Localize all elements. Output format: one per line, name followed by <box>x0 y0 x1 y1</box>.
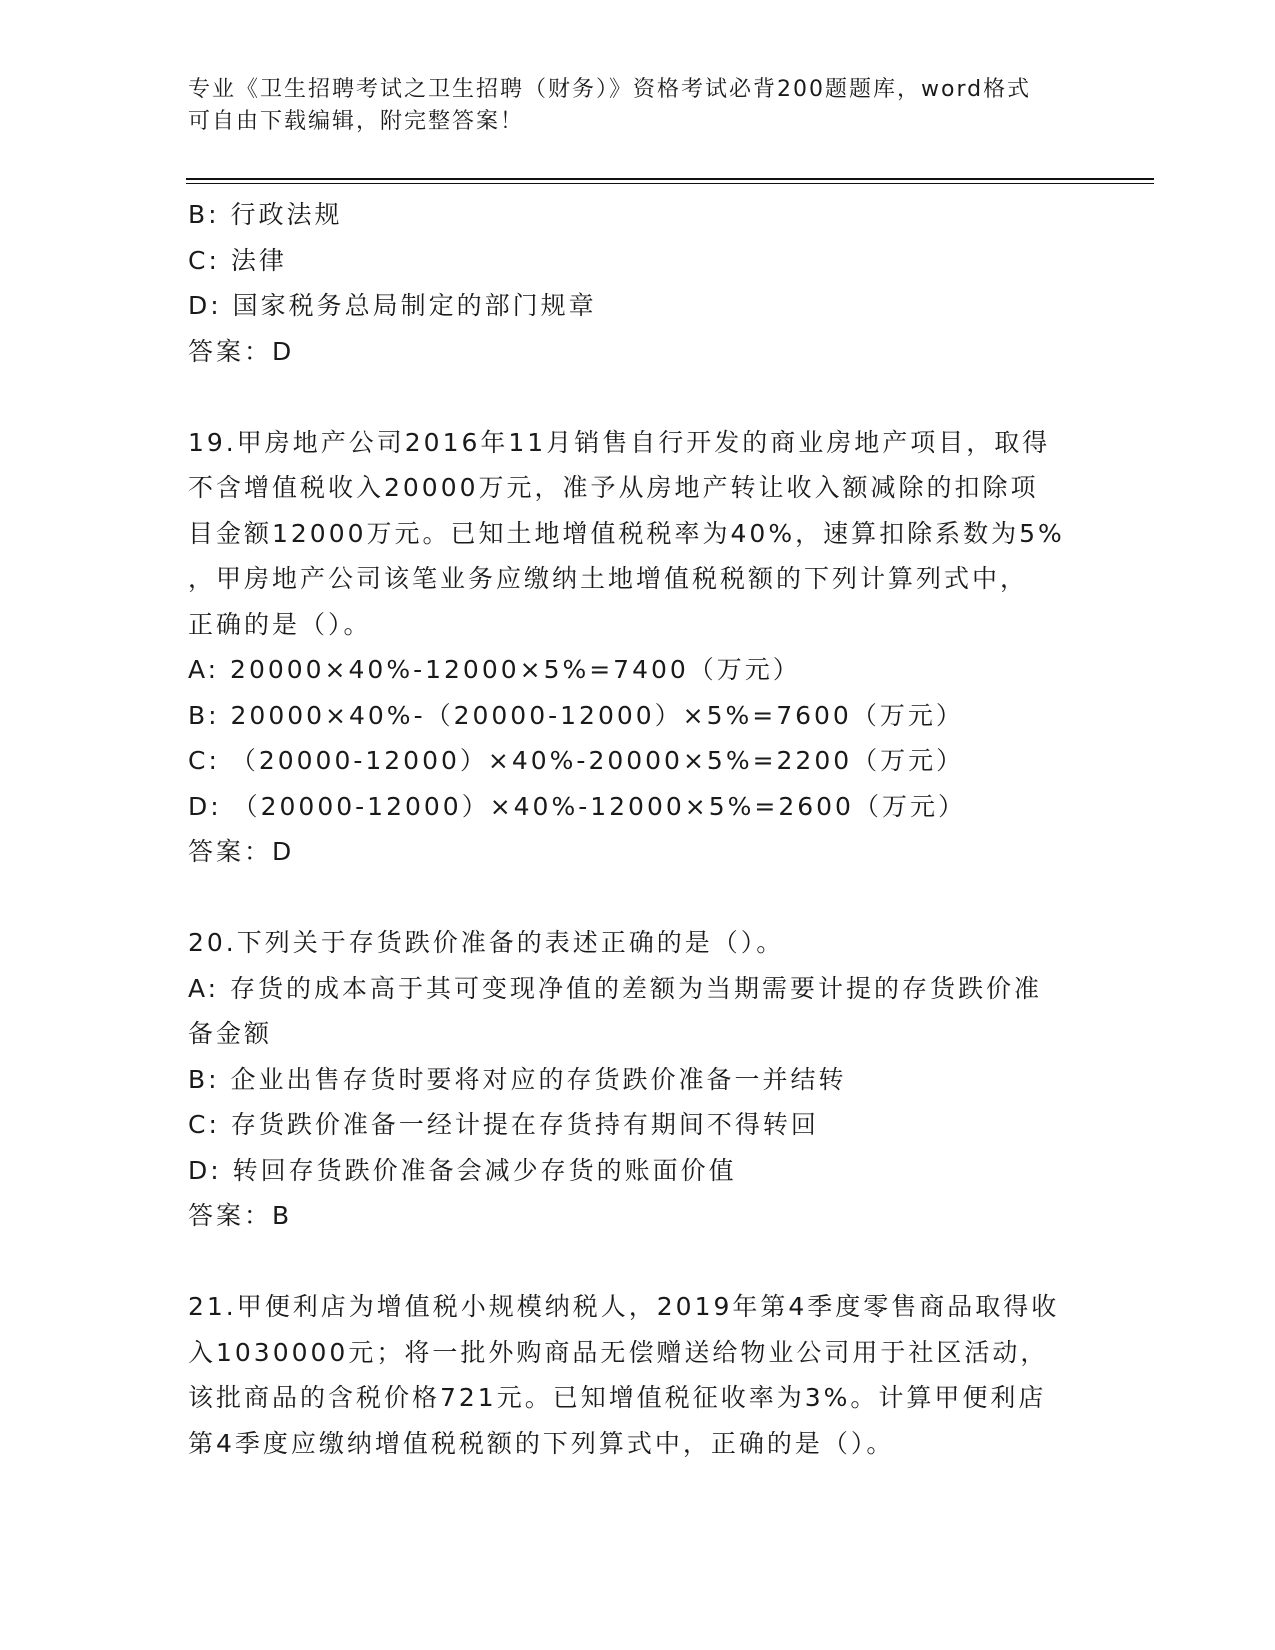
option-b: B: 20000×40%-（20000-12000）×5%=7600（万元） <box>188 700 964 730</box>
option-d: D: 国家税务总局制定的部门规章 <box>188 291 597 320</box>
question-stem-line: 入1030000元；将一批外购商品无偿赠送给物业公司用于社区活动， <box>188 1337 1049 1367</box>
question-content <box>188 192 1088 1466</box>
option-b: B: 行政法规 <box>188 200 343 229</box>
header-rule-thin <box>186 183 1154 184</box>
question-stem-line: ，甲房地产公司该笔业务应缴纳土地增值税税额的下列计算列式中， <box>188 564 1029 593</box>
option-c: C: 存货跌价准备一经计提在存货持有期间不得转回 <box>188 1110 819 1139</box>
question-stem-line: 20.下列关于存货跌价准备的表述正确的是（）。 <box>188 928 785 957</box>
option-d: D: （20000-12000）×40%-12000×5%=2600（万元） <box>188 791 966 821</box>
answer-line: 答案：B <box>188 1201 293 1230</box>
question-stem-line: 19.甲房地产公司2016年11月销售自行开发的商业房地产项目，取得 <box>188 427 1051 457</box>
answer-line: 答案：D <box>188 837 295 866</box>
option-d: D: 转回存货跌价准备会减少存货的账面价值 <box>188 1155 737 1185</box>
option-a: A: 存货的成本高于其可变现净值的差额为当期需要计提的存货跌价准 <box>188 973 1043 1003</box>
question-stem-line: 不含增值税收入20000万元，准予从房地产转让收入额减除的扣除项 <box>188 473 1039 502</box>
question-20 <box>188 920 1088 1239</box>
option-b: B: 企业出售存货时要将对应的存货跌价准备一并结转 <box>188 1064 847 1094</box>
header-rule-thick <box>186 178 1154 180</box>
option-c: C: 法律 <box>188 245 287 275</box>
option-a-continued: 备金额 <box>188 1019 273 1048</box>
question-stem-line: 正确的是（）。 <box>188 609 372 639</box>
document-header <box>188 74 1088 138</box>
header-line-1: 专业《卫生招聘考试之卫生招聘（财务）》资格考试必背200题题库，word格式 <box>188 77 1032 102</box>
question-stem-line: 21.甲便利店为增值税小规模纳税人，2019年第4季度零售商品取得收 <box>188 1292 1060 1321</box>
question-19 <box>188 420 1088 875</box>
question-18-tail <box>188 192 1088 374</box>
question-stem-line: 该批商品的含税价格721元。已知增值税征收率为3%。计算甲便利店 <box>188 1383 1047 1412</box>
question-stem-line: 目金额12000万元。已知土地增值税税率为40%，速算扣除系数为5% <box>188 518 1065 548</box>
question-21 <box>188 1284 1088 1466</box>
question-stem-line: 第4季度应缴纳增值税税额的下列算式中，正确的是（）。 <box>188 1428 895 1458</box>
header-line-2: 可自由下载编辑，附完整答案！ <box>188 109 525 134</box>
option-a: A: 20000×40%-12000×5%=7400（万元） <box>188 655 801 684</box>
option-c: C: （20000-12000）×40%-20000×5%=2200（万元） <box>188 746 965 775</box>
answer-line: 答案：D <box>188 336 295 366</box>
